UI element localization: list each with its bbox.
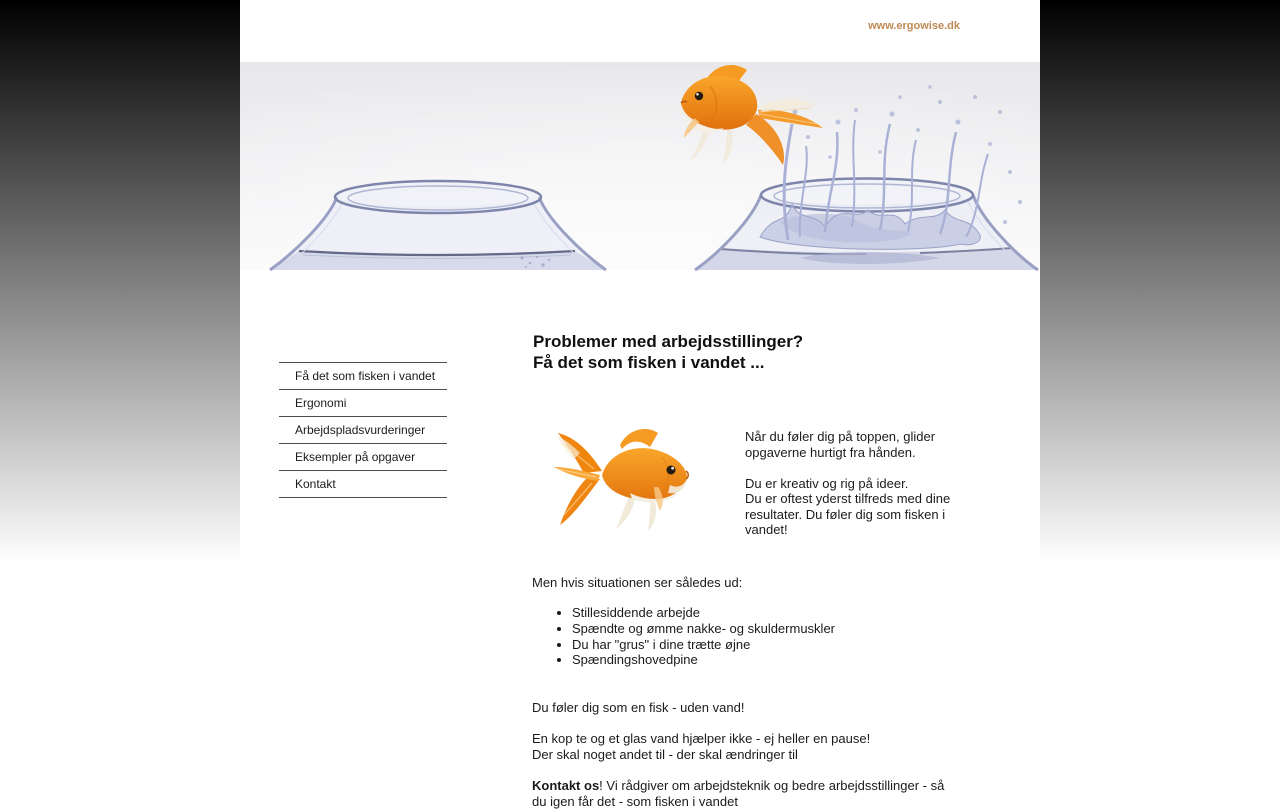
sidebar-menu [279,362,447,498]
contact-paragraph [532,778,972,810]
page-title-line1: Problemer med arbejdsstillinger? [533,332,804,352]
sidebar-item-arbejdspladsvurderinger[interactable]: Arbejdspladsvurderinger [279,416,447,443]
contact-line1-rest: ! Vi rådgiver om arbejdsteknik og bedre arbejdsstillinger - så [599,778,945,793]
advice-paragraph [532,731,870,763]
intro-line: opgaverne hurtigt fra hånden. [745,444,916,460]
intro-line: Du er kreativ og rig på ideer. [745,475,909,491]
intro-line [745,460,967,476]
list-item: • Spændte og ømme nakke- og skuldermuskler [572,621,835,637]
intro-line: Når du føler dig på toppen, glider [745,429,936,444]
contact-us-bold: Kontakt os [532,778,600,793]
contact-line1 [532,778,972,794]
list-item: • Stillesiddende arbejde [572,605,835,621]
content-column [240,0,1040,809]
intro-line: Du er oftest yderst tilfreds med dine [745,491,951,506]
page-title [533,331,803,373]
intro-paragraph [745,429,967,538]
situation-intro-text: Men hvis situationen ser således ud: [532,575,743,590]
banner-photo [240,62,1040,270]
list-item: • Spændingshovedpine [572,652,835,668]
advice-line2: Der skal noget andet til - der skal ændringer til [532,747,798,762]
goldfish-illustration [550,423,710,541]
site-url-link[interactable]: www.ergowise.dk [868,20,960,32]
intro-line: resultater. Du føler dig som fisken i [745,506,946,522]
intro-line: vandet! [745,522,788,537]
advice-line1: En kop te og et glas vand hjælper ikke - ej heller en pause! [532,731,871,746]
sidebar-item-eksempler[interactable]: Eksempler på opgaver [279,443,447,470]
sidebar-item-faa-det-som-fisken[interactable]: Få det som fisken i vandet [279,362,447,389]
contact-line2: du igen får det - som fisken i vandet [532,794,738,809]
list-item: • Du har "grus" i dine trætte øjne [572,637,835,653]
page-title-line2: Få det som fisken i vandet ... [533,353,765,373]
goldfish-bowls-illustration [240,62,1040,270]
fish-without-water-text: Du føler dig som en fisk - uden vand! [532,700,745,715]
sidebar-item-ergonomi[interactable]: Ergonomi [279,389,447,416]
symptom-list [532,605,835,668]
goldfish-image [550,423,710,541]
sidebar-item-kontakt[interactable]: Kontakt [279,470,447,497]
